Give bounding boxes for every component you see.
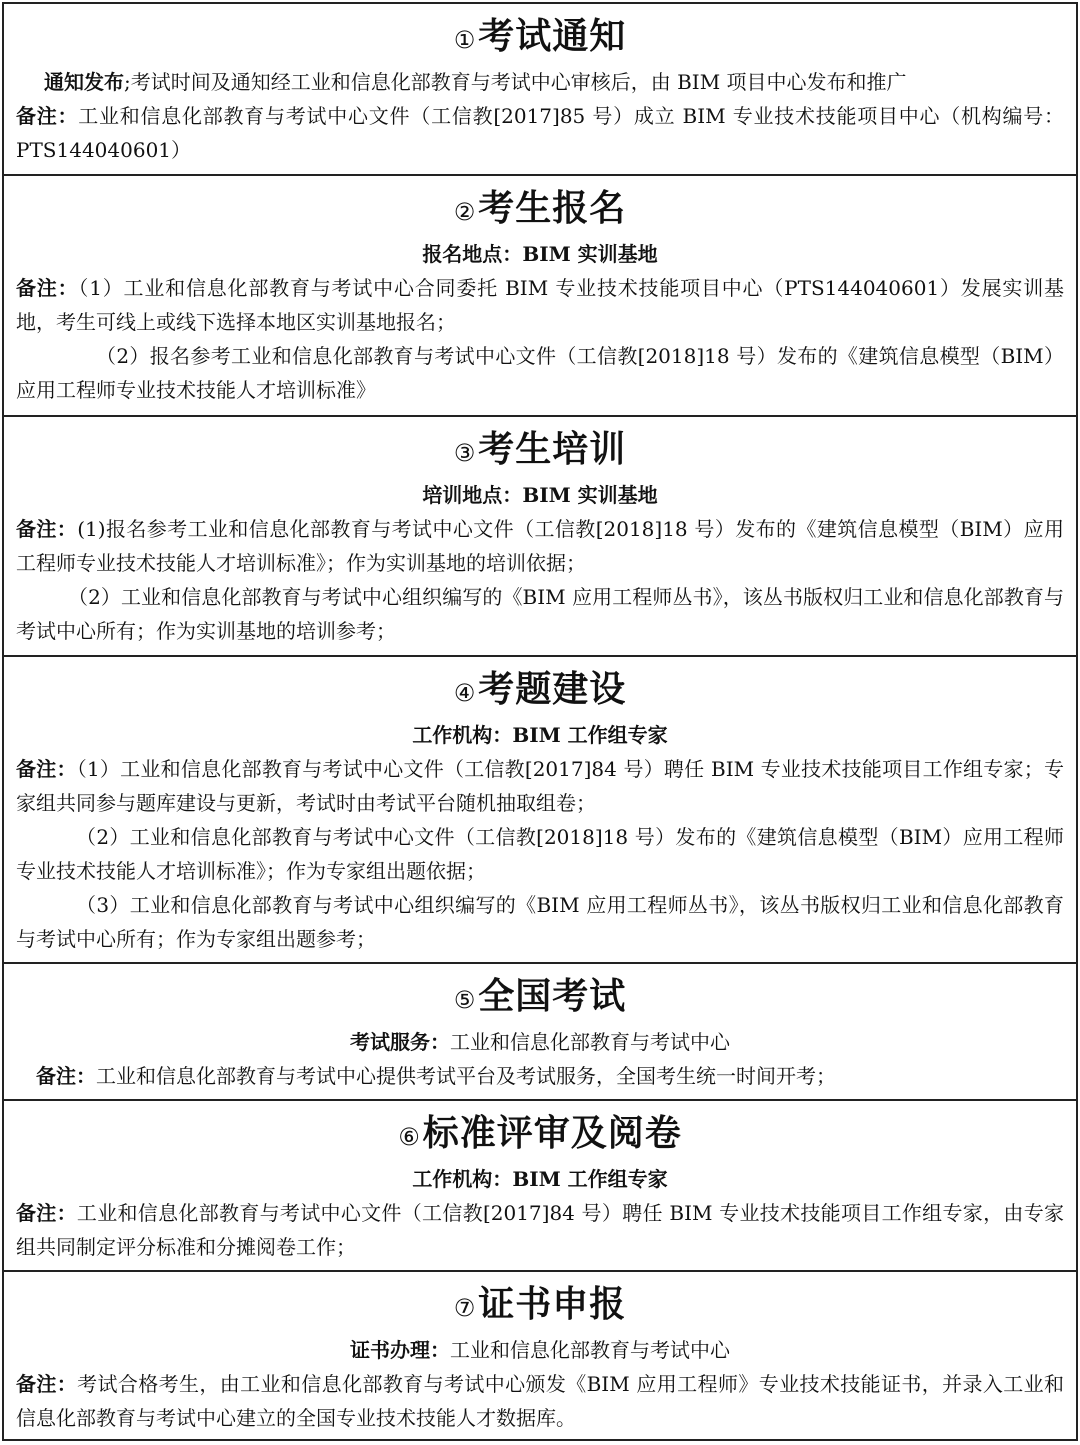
service-line [4, 1025, 1076, 1059]
note-label: 备注： [36, 1064, 96, 1088]
section-title-text: 全国考试 [478, 976, 627, 1017]
step-number: ⑤ [453, 986, 477, 1014]
service-value: 工业和信息化部教育与考试中心 [450, 1030, 730, 1054]
section-title [4, 425, 1076, 478]
agency-value: BIM 工作组专家 [512, 1167, 668, 1191]
note-label: 备注： [16, 517, 78, 541]
section-title-text: 考题建设 [478, 669, 627, 710]
note-text: 工业和信息化部教育与考试中心文件（工信教[2017]84 号）聘任 BIM 专业技术技能项目工作组专家，由专家组共同制定评分标准和分摊阅卷工作； [16, 1201, 1064, 1259]
note-label: 备注： [16, 276, 79, 300]
note-item: （2）工业和信息化部教育与考试中心文件（工信教[2018]18 号）发布的《建筑信息模型（BIM）应用工程师专业技术技能人才培训标准》；作为专家组出题依据； [16, 825, 1064, 883]
note-item: （3）工业和信息化部教育与考试中心组织编写的《BIM 应用工程师丛书》，该丛书版权归工业和信息化部教育与考试中心所有；作为专家组出题参考； [16, 893, 1064, 951]
step-number: ① [453, 26, 477, 54]
section-title-text: 考生培训 [478, 429, 627, 470]
section-title [4, 1280, 1076, 1333]
agency-line [4, 718, 1076, 752]
service-label: 考试服务： [350, 1030, 450, 1054]
note-paragraph [4, 888, 1076, 956]
note-label: 备注： [16, 104, 79, 128]
section-training [4, 417, 1076, 657]
note-item: （2）报名参考工业和信息化部教育与考试中心文件（工信教[2018]18 号）发布的《建筑信息模型（BIM）应用工程师专业技术技能人才培训标准》 [16, 344, 1064, 402]
step-number: ⑥ [398, 1123, 421, 1151]
note-paragraph [4, 1059, 1076, 1093]
notice-text: ;考试时间及通知经工业和信息化部教育与考试中心审核后，由 BIM 项目中心发布和推广 [124, 70, 907, 94]
section-title-text: 考试通知 [478, 16, 627, 57]
note-paragraph [4, 752, 1076, 820]
section-title [4, 184, 1076, 237]
note-item: （1）工业和信息化部教育与考试中心合同委托 BIM 专业技术技能项目中心（PTS144040601）发展实训基地，考生可线上或线下选择本地区实训基地报名； [16, 276, 1064, 334]
section-title [4, 972, 1076, 1025]
note-paragraph [4, 1367, 1076, 1435]
handling-value: 工业和信息化部教育与考试中心 [450, 1338, 730, 1362]
note-label: 备注： [16, 1372, 78, 1396]
process-document [2, 2, 1078, 1441]
section-title-text: 考生报名 [478, 188, 627, 229]
note-paragraph [4, 1196, 1076, 1264]
section-title-text: 标准评审及阅卷 [422, 1113, 682, 1154]
agency-label: 工作机构： [412, 1167, 513, 1191]
section-exam-notice [4, 4, 1076, 176]
note-paragraph [4, 339, 1076, 407]
notice-paragraph [4, 65, 1076, 99]
section-title-text: 证书申报 [478, 1284, 627, 1325]
note-item: （2）工业和信息化部教育与考试中心组织编写的《BIM 应用工程师丛书》，该丛书版权归工业和信息化部教育与考试中心所有；作为实训基地的培训参考； [16, 585, 1064, 643]
note-label: 备注： [16, 757, 77, 781]
note-item: （1）工业和信息化部教育与考试中心文件（工信教[2017]84 号）聘任 BIM 专业技术技能项目工作组专家；专家组共同参与题库建设与更新，考试时由考试平台随机抽取组卷； [16, 757, 1065, 815]
section-grading [4, 1101, 1076, 1272]
notice-label: 通知发布 [44, 70, 124, 94]
location-value: BIM 实训基地 [522, 242, 658, 266]
note-paragraph [4, 271, 1076, 339]
location-value: BIM 实训基地 [522, 483, 658, 507]
note-text: 工业和信息化部教育与考试中心提供考试平台及考试服务，全国考生统一时间开考； [96, 1064, 836, 1088]
note-text: 考试合格考生，由工业和信息化部教育与考试中心颁发《BIM 应用工程师》专业技术技能证书，并录入工业和信息化部教育与考试中心建立的全国专业技术技能人才数据库。 [16, 1372, 1064, 1430]
note-item: (1)报名参考工业和信息化部教育与考试中心文件（工信教[2018]18 号）发布的《建筑信息模型（BIM）应用工程师专业技术技能人才培训标准》；作为实训基地的培训依据； [16, 517, 1064, 575]
location-label: 培训地点： [422, 483, 523, 507]
section-title [4, 665, 1076, 718]
section-question-bank [4, 657, 1076, 964]
section-registration [4, 176, 1076, 417]
section-title [4, 12, 1076, 65]
note-paragraph [4, 820, 1076, 888]
note-label: 备注： [16, 1201, 77, 1225]
note-paragraph [4, 99, 1076, 167]
note-text: 工业和信息化部教育与考试中心文件（工信教[2017]85 号）成立 BIM 专业技术技能项目中心（机构编号：PTS144040601） [16, 104, 1064, 162]
location-label: 报名地点： [422, 242, 523, 266]
step-number: ③ [453, 439, 477, 467]
location-line [4, 478, 1076, 512]
section-title [4, 1109, 1076, 1162]
handling-label: 证书办理： [350, 1338, 450, 1362]
agency-label: 工作机构： [412, 723, 513, 747]
agency-value: BIM 工作组专家 [512, 723, 668, 747]
step-number: ④ [453, 679, 477, 707]
location-line [4, 237, 1076, 271]
section-national-exam [4, 964, 1076, 1101]
section-certificate [4, 1272, 1076, 1443]
agency-line [4, 1162, 1076, 1196]
handling-line [4, 1333, 1076, 1367]
note-paragraph [4, 512, 1076, 580]
note-paragraph [4, 580, 1076, 648]
step-number: ② [453, 198, 477, 226]
step-number: ⑦ [453, 1294, 477, 1322]
